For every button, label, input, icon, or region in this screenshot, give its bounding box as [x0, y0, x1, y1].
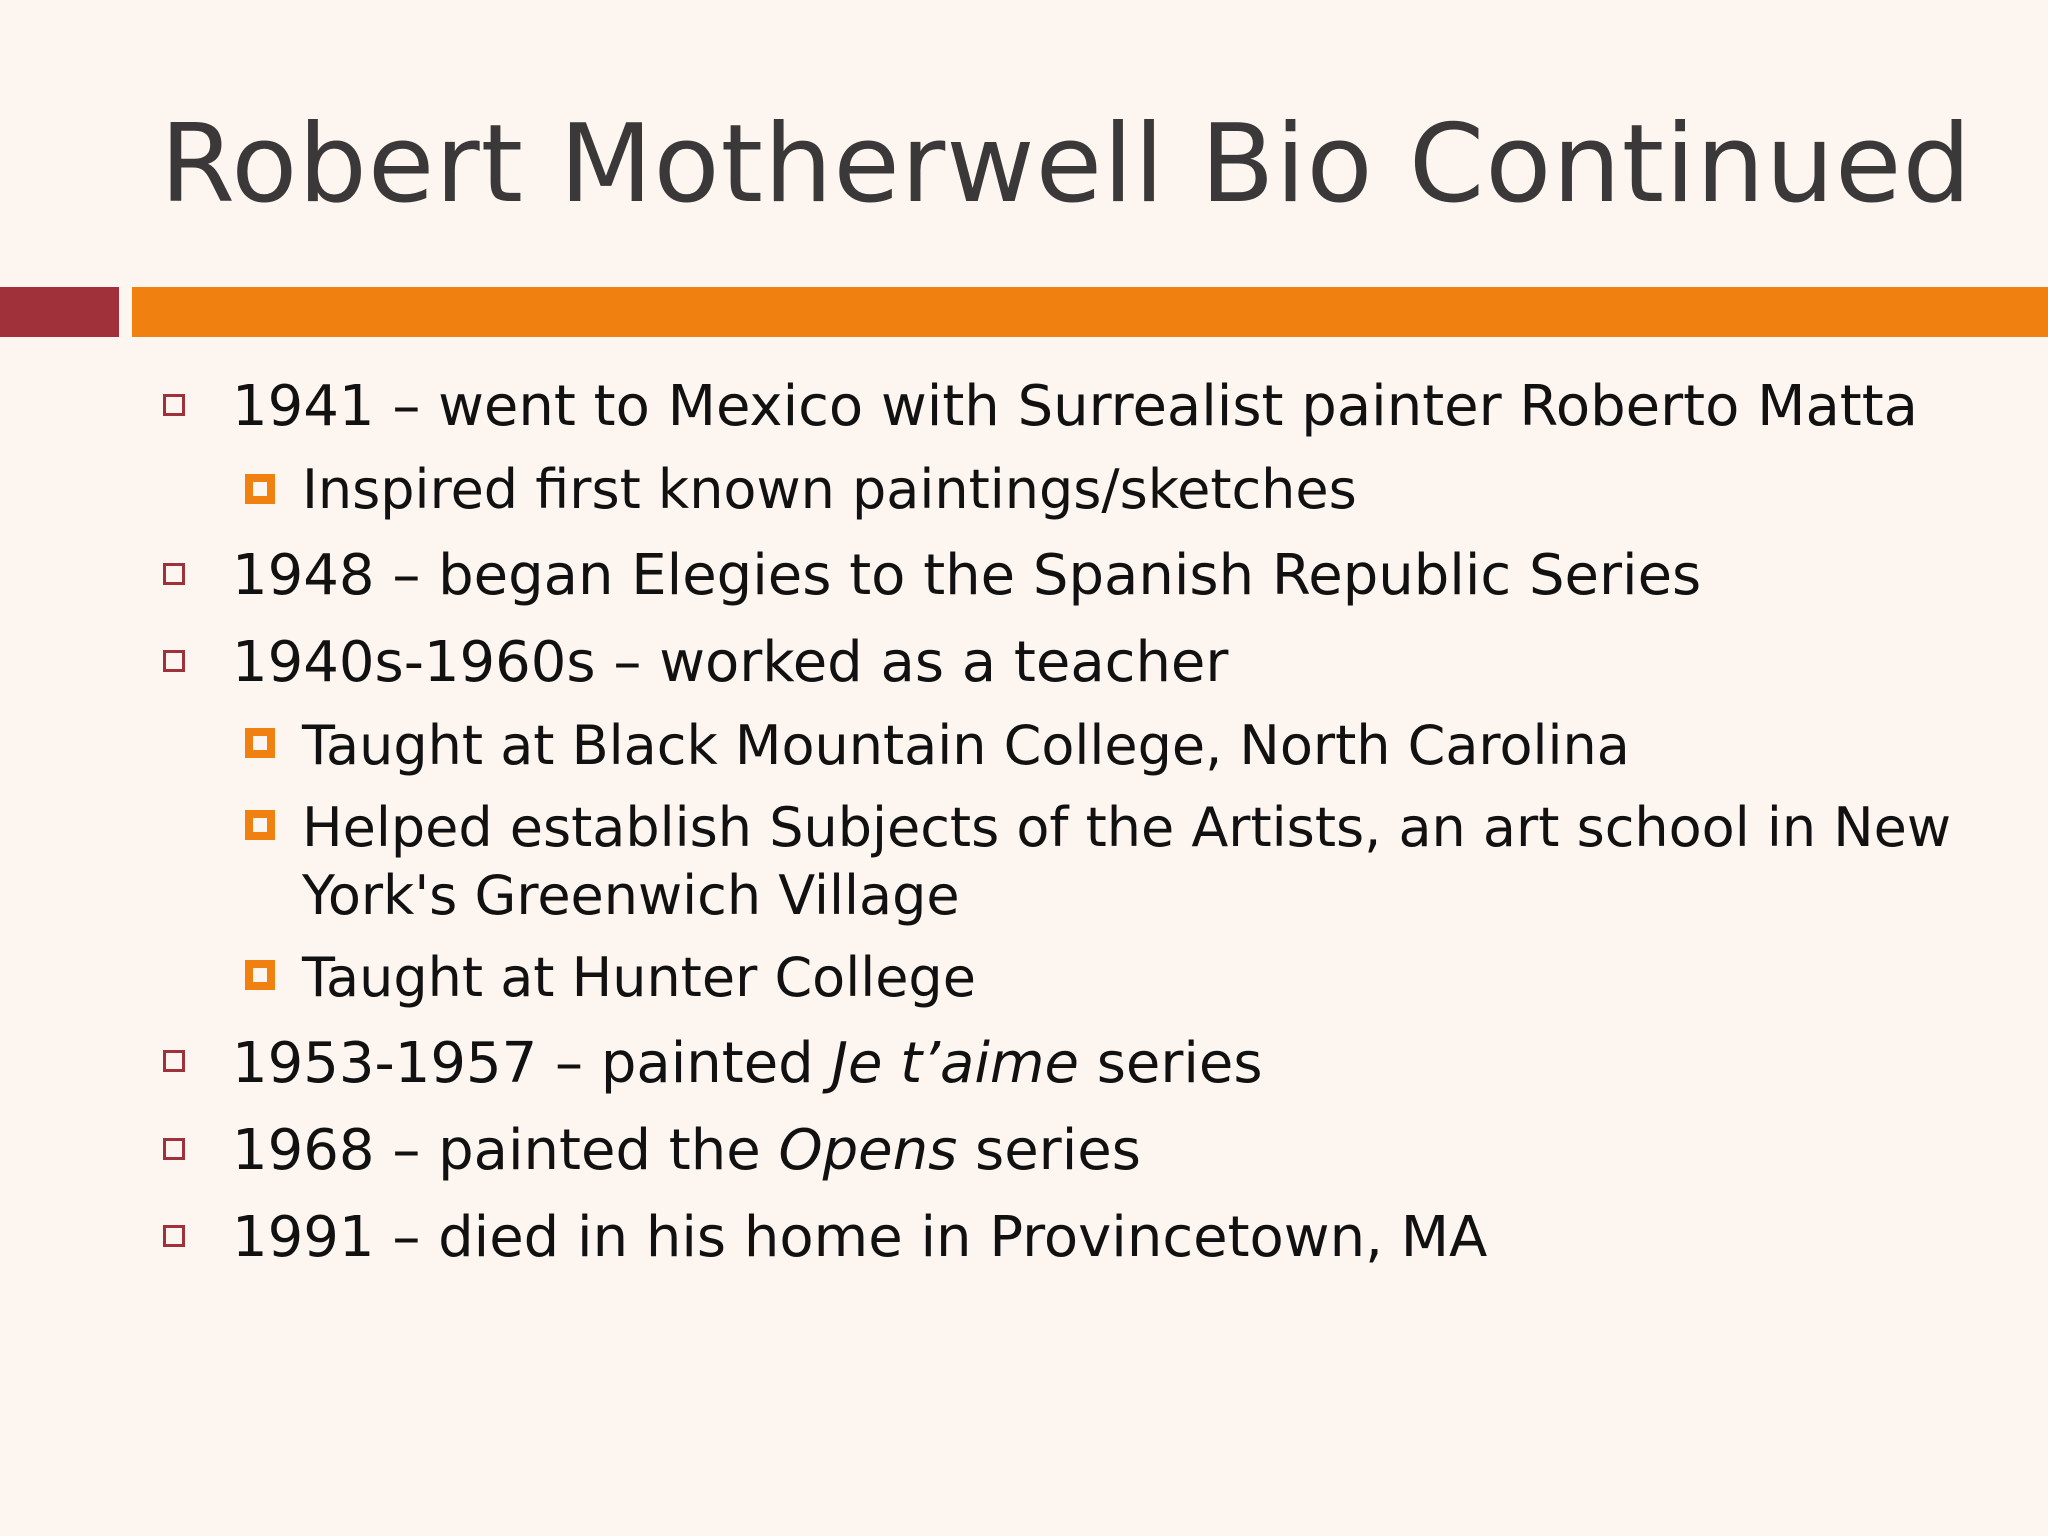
title-rule-left [0, 287, 119, 337]
list-item: 1941 – went to Mexico with Surrealist painter Roberto Matta [232, 374, 1918, 439]
square-bullet-icon [163, 394, 185, 416]
list-item-text: series [1078, 1031, 1263, 1096]
list-item-text: 1953-1957 – painted [232, 1031, 832, 1096]
list-item: Helped establish Subjects of the Artists, an art school in New York's Greenwich Village [302, 796, 1952, 927]
list-item: Inspired first known paintings/sketches [302, 458, 1357, 521]
filled-square-bullet-icon [245, 810, 275, 840]
square-bullet-icon [163, 1050, 185, 1072]
filled-square-bullet-icon [245, 960, 275, 990]
list-item-italic-text: Je t’aime [831, 1031, 1079, 1096]
list-item: 1948 – began Elegies to the Spanish Republic Series [232, 543, 1702, 608]
list-item-text: series [957, 1118, 1141, 1183]
filled-square-bullet-icon [245, 474, 275, 504]
list-item: 1991 – died in his home in Provincetown, MA [232, 1205, 1488, 1270]
list-item [232, 1117, 1141, 1185]
filled-square-bullet-icon [245, 728, 275, 758]
square-bullet-icon [163, 1138, 185, 1160]
list-item-italic-text: Opens [778, 1118, 958, 1183]
square-bullet-icon [163, 650, 185, 672]
list-item-text: 1968 – painted the [232, 1118, 779, 1183]
square-bullet-icon [163, 1225, 185, 1247]
slide-title: Robert Motherwell Bio Continued [160, 102, 1973, 227]
list-item: 1940s-1960s – worked as a teacher [232, 630, 1229, 695]
title-rule-right [132, 287, 2048, 337]
list-item: Taught at Hunter College [302, 946, 976, 1009]
square-bullet-icon [163, 563, 185, 585]
list-item [232, 1030, 1263, 1098]
list-item: Taught at Black Mountain College, North Carolina [302, 714, 1630, 777]
